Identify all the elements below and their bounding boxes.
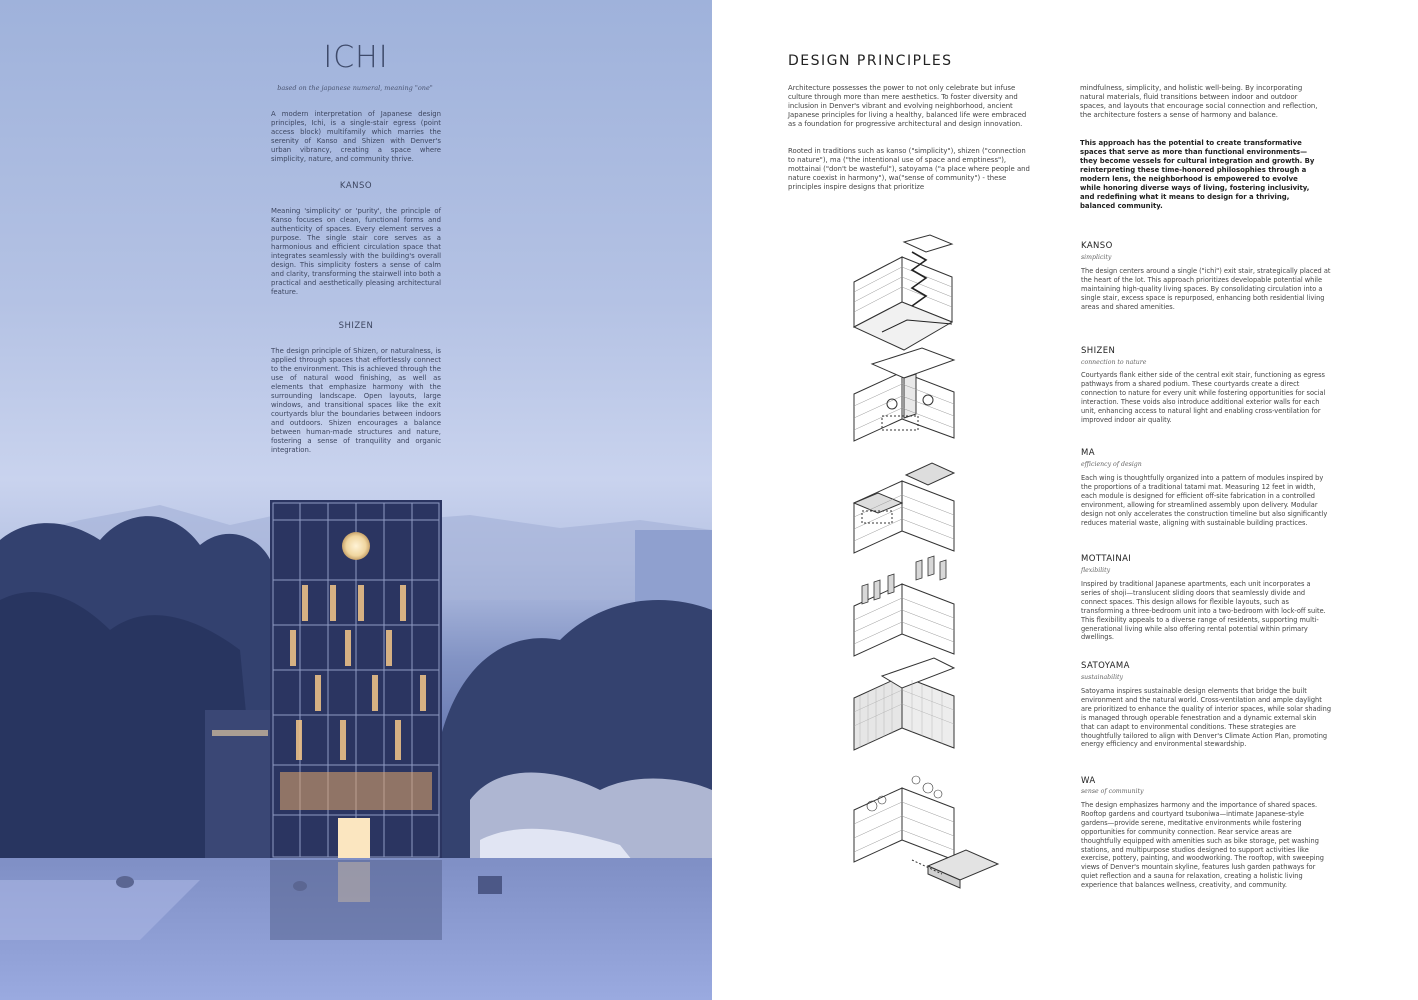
principle-heading-kanso: KANSO xyxy=(1081,241,1113,251)
left-body-shizen: The design principle of Shizen, or naturalness, is applied through spaces that effortlessly connect to the environment. This is achieved through the use of natural wood finishing, as well as elements that emphasize harmony with the surrounding landscape. Open layouts, large windows, and transitional spaces like the exit courtyards blur the boundaries between indoors and outdoors. Shizen encourages a balance between human-made structures and nature, fostering a sense of tranquility and organic integration. xyxy=(271,347,441,454)
kanso-diagram xyxy=(842,232,972,352)
principle-body-mottainai: Inspired by traditional Japanese apartments, each unit incorporates a series of shoji—translucent sliding doors that seamlessly divide and connect spaces. This design allows for flexible layouts, such as transforming a three-bedroom unit into a two-bedroom with lock-off suite. This flexibility appeals to a diverse range of residents, supporting multi-generational living while also offering rental potential within primary dwellings. xyxy=(1081,580,1326,642)
left-heading-shizen: SHIZEN xyxy=(338,321,374,331)
principle-sub-satoyama: sustainability xyxy=(1081,674,1124,681)
intro-col1-p2: Rooted in traditions such as kanso ("simplicity"), shizen ("connection to nature"), ma ("the intentional use of space and emptiness"), mottainai ("don't be wasteful"), satoyama ("a place where people and nature coexist in harmony"), wa("sense of community") - these principles inspire designs that prioritize xyxy=(788,147,1030,191)
satoyama-diagram xyxy=(842,656,972,776)
principle-body-wa: The design emphasizes harmony and the importance of shared spaces. Rooftop gardens and courtyard tsuboniwa—intimate Japanese-style gardens—provide serene, meditative environments while fostering opportunities for community connection. Rear service areas are thoughtfully equipped with amenities such as bike storage, pet washing stations, and multipurpose studios designed to support activities like exercise, pottery, painting, and woodworking. The rooftop, with sweeping views of Denver's mountain skyline, features lush garden pathways for quiet reflection and a sauna for relaxation, creating a holistic living experience that balances wellness, creativity, and community. xyxy=(1081,801,1324,890)
principle-body-shizen: Courtyards flank either side of the central exit stair, functioning as egress pathways from a shared podium. These courtyards create a direct connection to nature for every unit while fostering opportunities for social interaction. These voids also introduce additional exterior walls for each unit, enhancing access to natural light and enabling cross-ventilation for improved indoor air quality. xyxy=(1081,371,1326,424)
principle-heading-satoyama: SATOYAMA xyxy=(1081,661,1130,671)
principle-sub-shizen: connection to nature xyxy=(1081,359,1147,366)
left-body-kanso: Meaning 'simplicity' or 'purity', the principle of Kanso focuses on clean, functional forms and authenticity of spaces. Every element serves a purpose. The single stair core serves as a harmonious and efficient circulation space that integrates seamlessly with the building's overall design. This simplicity fosters a sense of calm and clarity, transforming the stairwell into both a practical and aesthetically pleasing architectural feature. xyxy=(271,207,441,296)
principles-panel xyxy=(712,0,1418,1000)
project-subtitle: based on the japanese numeral, meaning "one" xyxy=(277,84,433,92)
design-principles-title: DESIGN PRINCIPLES xyxy=(788,53,953,69)
principle-body-satoyama: Satoyama inspires sustainable design elements that bridge the built environment and the natural world. Cross-ventilation and ample daylight are prioritized to enhance the quality of interior spaces, while solar shading is managed through operable fenestration and a dynamic external skin that can adapt to environmental conditions. These strategies are thoughtfully tailored to align with Denver's Climate Action Plan, promoting energy efficiency and environmental stewardship. xyxy=(1081,687,1332,749)
left-heading-kanso: KANSO xyxy=(339,181,373,191)
principle-sub-ma: efficiency of design xyxy=(1081,461,1142,468)
intro-text: A modern interpretation of Japanese design principles, Ichi, is a single-stair egress (point access block) multifamily which marries the serenity of Kanso and Shizen with Denver's urban vibrancy, creating a space where simplicity, nature, and community thrive. xyxy=(271,110,441,163)
intro-col2-p1: mindfulness, simplicity, and holistic well-being. By incorporating natural materials, fluid transitions between indoor and outdoor spaces, and layouts that encourage social connection and reflection, the architecture fosters a sense of harmony and balance. xyxy=(1080,84,1318,119)
principle-sub-mottainai: flexibility xyxy=(1081,567,1111,574)
principle-sub-wa: sense of community xyxy=(1081,788,1144,795)
principle-heading-shizen: SHIZEN xyxy=(1081,346,1116,356)
principle-sub-kanso: simplicity xyxy=(1081,254,1112,261)
principle-body-kanso: The design centers around a single ("ichi") exit stair, strategically placed at the heart of the lot. This approach prioritizes developable potential while maintaining high-quality living spaces. By consolidating circulation into a single stair, excess space is repurposed, enhancing both residential living areas and shared amenities. xyxy=(1081,267,1331,311)
project-title: ICHI xyxy=(323,40,389,75)
principle-heading-mottainai: MOTTAINAI xyxy=(1081,554,1132,564)
principle-heading-wa: WA xyxy=(1081,776,1096,786)
principle-heading-ma: MA xyxy=(1081,448,1095,458)
intro-col2-p2: This approach has the potential to create transformative spaces that serve as more than functional environments—they become vessels for cultural integration and growth. By reinterpreting these time-honored philosophies through a modern lens, the neighborhood is empowered to evolve while honoring diverse ways of living, fostering inclusivity, and redefining what it means to design for a thriving, balanced community. xyxy=(1080,139,1315,210)
shizen-diagram xyxy=(842,344,972,464)
wa-diagram xyxy=(842,766,1002,906)
principle-body-ma: Each wing is thoughtfully organized into a pattern of modules inspired by the proportions of a traditional tatami mat. Measuring 12 feet in width, each module is designed for efficient off-site fabrication in a controlled environment, allowing for streamlined assembly upon delivery. Modular design not only accelerates the construction timeline but also significantly reduces material waste, aligning with sustainable building practices. xyxy=(1081,474,1328,527)
intro-col1-p1: Architecture possesses the power to not only celebrate but infuse culture through more than mere aesthetics. To foster diversity and inclusion in Denver's vibrant and evolving neighborhood, ancient Japanese principles for living a healthy, balanced life were embraced as a foundation for progressive architectural and design innovation. xyxy=(788,84,1027,128)
